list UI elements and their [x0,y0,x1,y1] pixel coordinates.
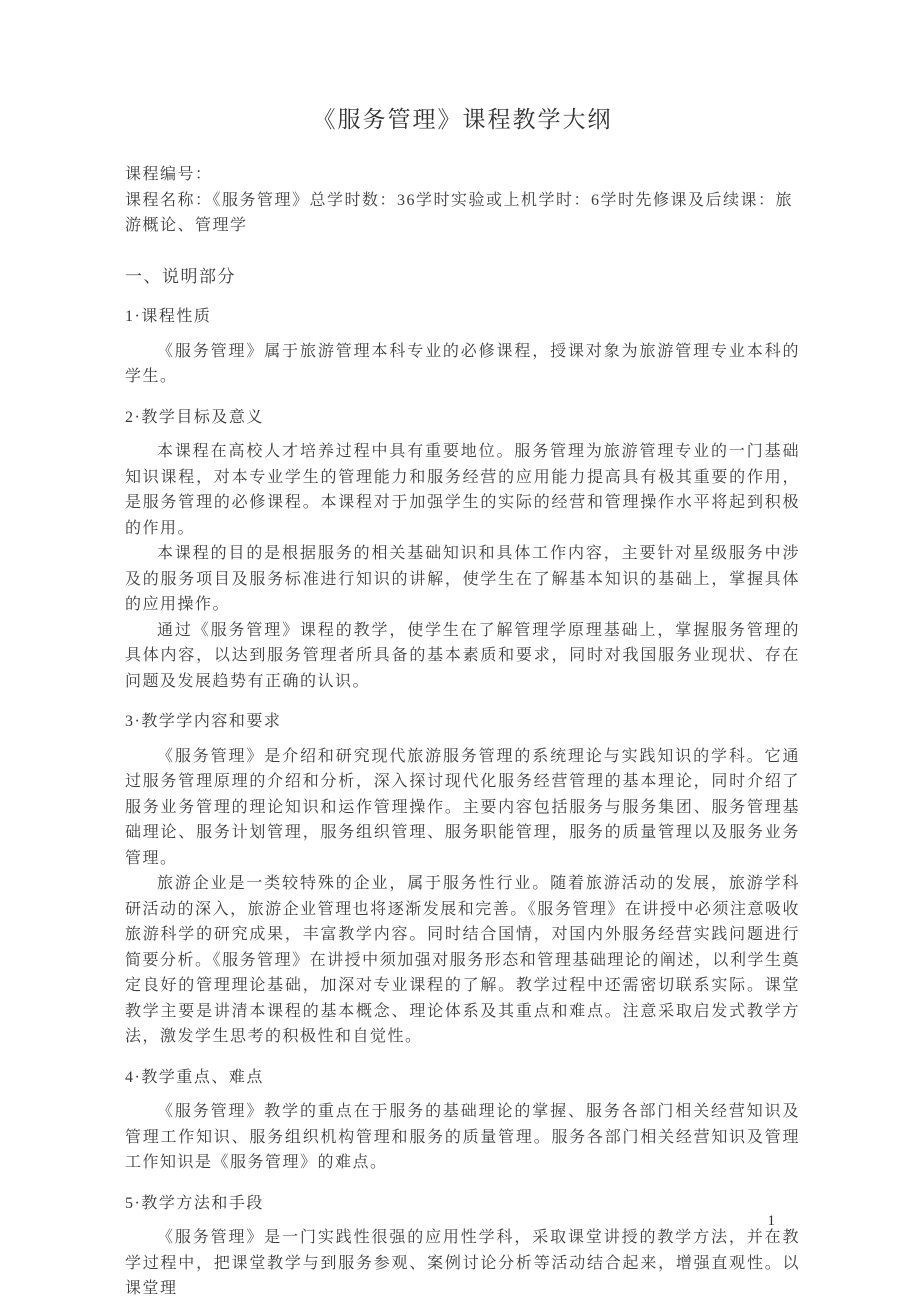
course-info-block [125,162,800,239]
course-code-line: 课程编号： [125,166,213,183]
subsection-key-points [125,1065,800,1176]
paragraph: 《服务管理》教学的重点在于服务的基础理论的掌握、服务各部门相关经营知识及管理工作知识、服务组织机构管理和服务的质量管理。服务各部门相关经营知识及管理工作知识是《服务管理》的难点。 [125,1103,800,1171]
paragraph: 旅游企业是一类较特殊的企业，属于服务性行业。随着旅游活动的发展，旅游学科研活动的深入，旅游企业管理也将逐渐发展和完善。《服务管理》在讲授中必须注意吸收旅游科学的研究成果，丰富教学内容。同时结合国情，对国内外服务经营实践问题进行简要分析。《服务管理》在讲授中须加强对服务形态和管理基础理论的阐述，以利学生奠定良好的管理理论基础，加深对专业课程的了解。教学过程中还需密切联系实际。课堂教学主要是讲清本课程的基本概念、理论体系及其重点和难点。注意采取启发式教学方法，激发学生思考的积极性和自觉性。 [125,875,800,1045]
document-title: 《服务管理》课程教学大纲 [312,107,613,132]
subsection-heading-2: 2·教学目标及意义 [125,408,264,426]
course-name-hours-line: 课程名称：《服务管理》总学时数：36学时实验或上机学时：6学时先修课及后续课：旅游概论、管理学 [125,191,794,234]
subsection-teaching-goals [125,405,800,695]
subsection-heading-4: 4·教学重点、难点 [125,1068,264,1086]
subsection-heading-5: 5·教学方法和手段 [125,1194,264,1212]
subsection-teaching-content [125,709,800,1050]
paragraph: 本课程的目的是根据服务的相关基础知识和具体工作内容，主要针对星级服务中涉及的服务项目及服务标准进行知识的讲解，使学生在了解基本知识的基础上，掌握具体的应用操作。 [125,545,800,613]
subsection-teaching-methods [125,1191,800,1302]
subsection-course-nature [125,304,800,390]
page-number: 1 [767,1212,775,1229]
section-heading-part1: 一、说明部分 [125,266,236,286]
paragraph: 通过《服务管理》课程的教学，使学生在了解管理学原理基础上，掌握服务管理的具体内容，以达到服务管理者所具备的基本素质和要求，同时对我国服务业现状、存在问题及发展趋势有正确的认识。 [125,621,800,690]
subsection-heading-1: 1·课程性质 [125,308,212,325]
paragraph: 《服务管理》是一门实践性很强的应用性学科，采取课堂讲授的教学方法，并在教学过程中，把课堂教学与到服务参观、案例讨论分析等活动结合起来，增强直观性。以课堂理 [125,1229,800,1297]
subsection-heading-3: 3·教学学内容和要求 [125,713,282,730]
paragraph: 《服务管理》是介绍和研究现代旅游服务管理的系统理论与实践知识的学科。它通过服务管理原理的介绍和分析，深入探讨现代化服务经营管理的基本理论，同时介绍了服务业务管理的理论知识和运作管理操作。主要内容包括服务与服务集团、服务管理基础理论、服务计划管理，服务组织管理、服务职能管理，服务的质量管理以及服务业务管理。 [125,747,800,867]
paragraph: 本课程在高校人才培养过程中具有重要地位。服务管理为旅游管理专业的一门基础知识课程，对本专业学生的管理能力和服务经营的应用能力提高具有极其重要的作用，是服务管理的必修课程。本课程对于加强学生的实际的经营和管理操作水平将起到积极的作用。 [125,443,800,537]
paragraph: 《服务管理》属于旅游管理本科专业的必修课程，授课对象为旅游管理专业本科的学生。 [125,342,800,385]
